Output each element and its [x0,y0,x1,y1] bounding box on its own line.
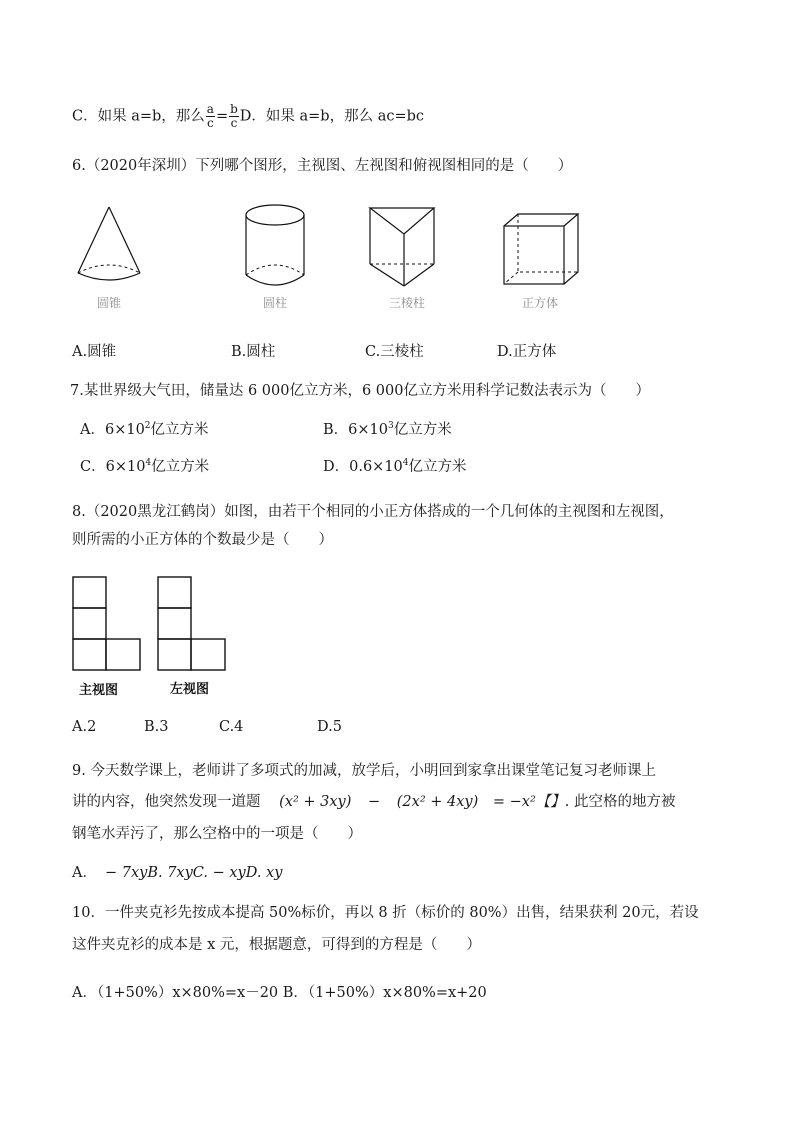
q9-line2-post: . 此空格的地方被 [564,794,676,810]
cylinder-figure [244,203,308,289]
q7-option-b: B．$6\times 10^3$亿立方米 [323,421,452,438]
q8-option-a: A.2 [72,719,97,735]
cone-label: 圆锥 [96,296,121,310]
q5-c-prefix: C．如果 a=b，那么 [72,108,205,125]
q8-stem-line1: 8.（2020黑龙江鹤岗）如图，由若干个相同的小正方体搭成的一个几何体的主视图和左视图， [72,504,674,520]
q6-option-c: C.三棱柱 [365,344,424,360]
q9-line2-pre: 讲的内容，他突然发现一道题 [72,794,261,810]
q10-line1: 10．一件夹克衫先按成本提高 50%标价，再以 8 折（标价的 80%）出售，结果获利 20元，若设 [72,905,699,921]
q7-stem: 7.某世界级大气田，储量达 6 000亿立方米，6 000亿立方米用科学记数法表示为（ ） [70,383,650,399]
cube-figure [502,212,582,288]
q9-line3: 钢笔水弄污了，那么空格中的一项是（ ） [72,826,362,842]
q10-options: A．（1+50%）x×80%=x－20 B．（1+50%）x×80%=x+20 [72,985,487,1001]
q5-option-c-d [72,103,424,130]
q7-option-a: A．$6\times 10^2$亿立方米 [80,421,209,438]
left-view-figure [157,576,229,672]
left-view-label: 左视图 [170,682,210,697]
q6-stem: 6.（2020年深圳）下列哪个图形，主视图、左视图和俯视图相同的是（ ） [72,158,573,174]
cylinder-label: 圆柱 [262,296,287,310]
q9-equals: = −x²【】 [492,794,565,810]
fraction-a-over-c: $\frac{a}{c}$ [206,102,214,130]
q6-option-d: D.正方体 [497,344,557,360]
q7-option-d: D．$0.6\times 10^4$亿立方米 [323,458,467,475]
cube-label: 正方体 [521,296,558,310]
front-view-label: 主视图 [79,683,119,698]
fraction-b-over-c: $\frac{b}{c}$ [230,102,238,130]
triangular-prism-figure [368,206,438,288]
cone-figure [76,205,146,285]
q9-minus: − [368,794,381,810]
q5-c-equals: = [215,108,229,125]
q8-option-c: C.4 [219,719,244,735]
q8-option-d: D.5 [317,719,342,735]
q9-line2 [72,792,676,812]
q9-line1: 9. 今天数学课上，老师讲了多项式的加减，放学后，小明回到家拿出课堂笔记复习老师课上 [72,763,656,779]
q9-expr2: (2x² + 4xy) [396,794,479,810]
q5-d-text: D．如果 a=b，那么 ac=bc [239,108,425,125]
q6-option-a: A.圆锥 [72,344,117,360]
q8-stem-line2: 则所需的小正方体的个数最少是（ ） [72,532,333,548]
q8-option-b: B.3 [144,719,169,735]
triangular-prism-label: 三棱柱 [388,296,425,310]
q10-line2: 这件夹克衫的成本是 x 元，根据题意，可得到的方程是（ ） [72,937,481,953]
q6-option-b: B.圆柱 [231,344,276,360]
q9-expr1: (x² + 3xy) [279,794,352,810]
front-view-figure [72,576,144,672]
q7-option-c: C．$6\times 10^4$亿立方米 [80,458,210,475]
q9-options: A． − 7xyB. 7xyC. − xyD. xy [72,865,283,881]
